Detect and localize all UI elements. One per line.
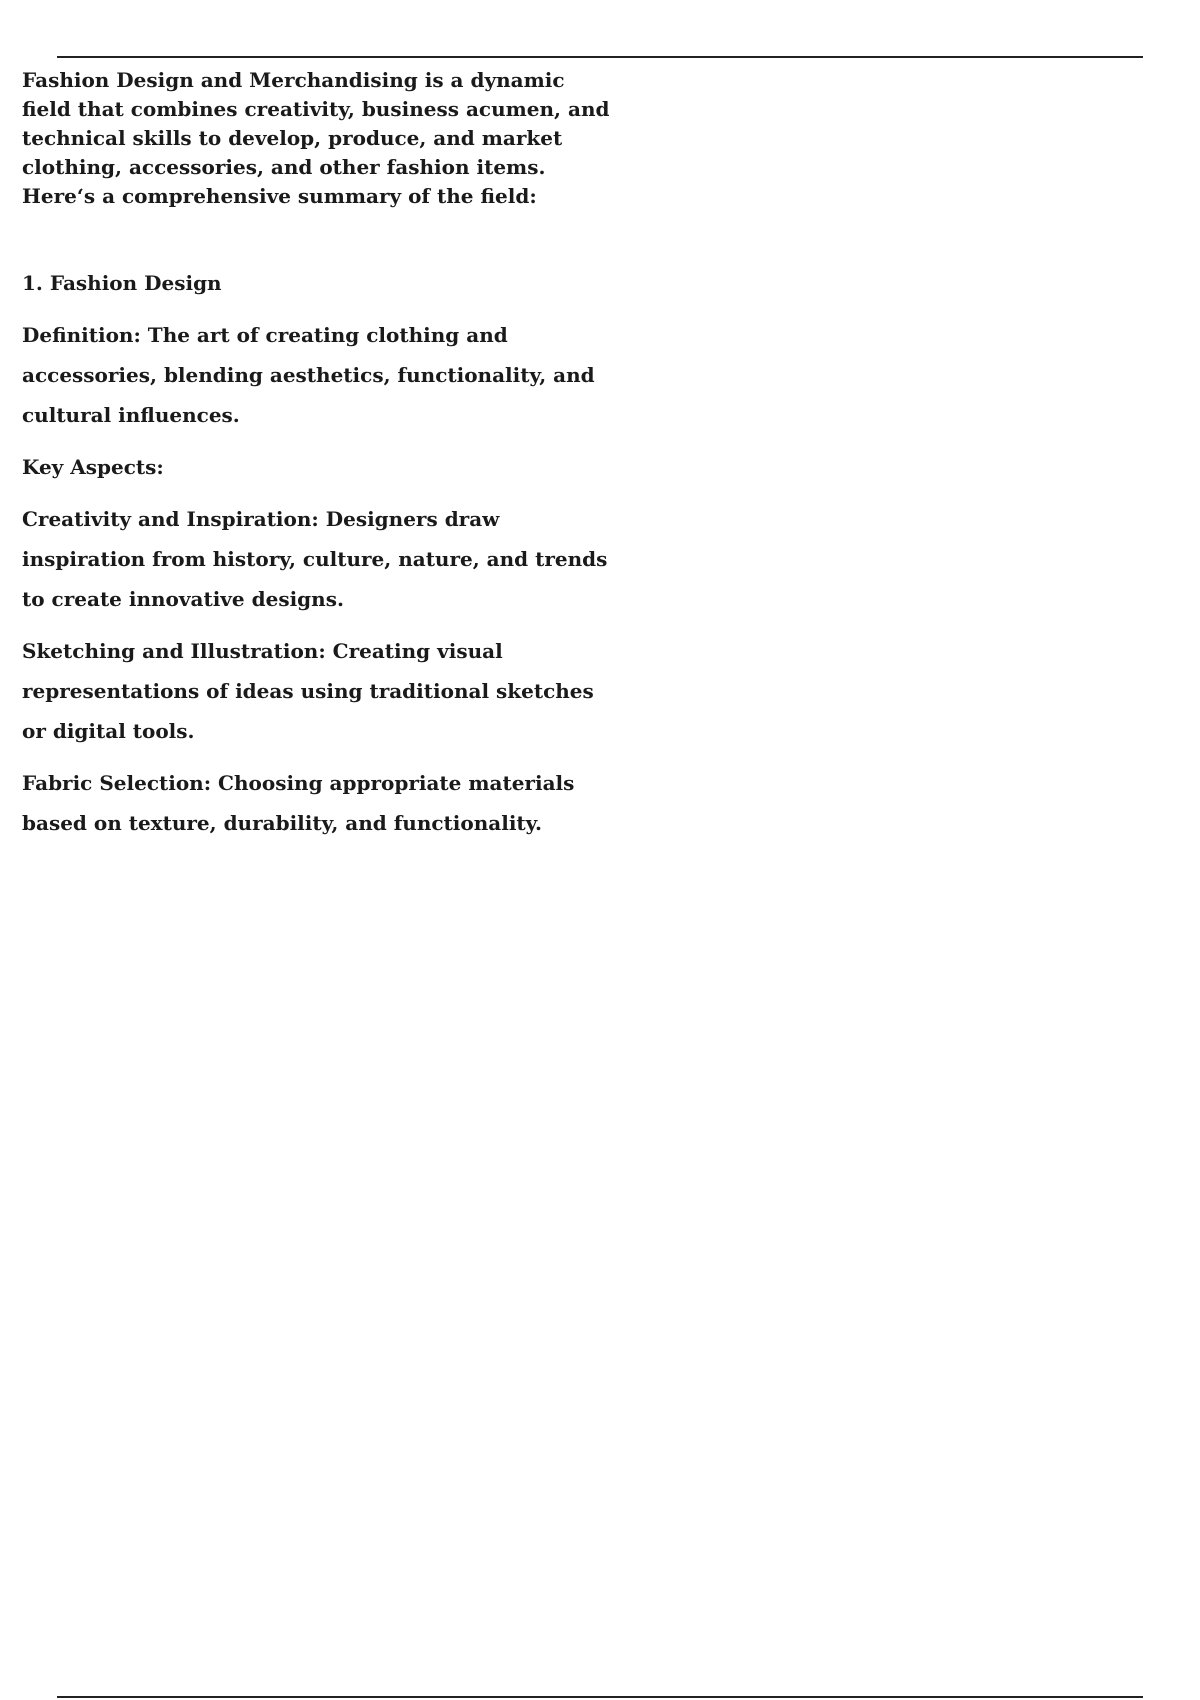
aspect-item: Sketching and Illustration: Creating visual representations of ideas using traditional sketches or digital tools. xyxy=(22,639,594,743)
aspect-item: Creativity and Inspiration: Designers draw inspiration from history, culture, nature, and trends to create innovative designs. xyxy=(22,507,608,611)
definition-paragraph: Definition: The art of creating clothing and accessories, blending aesthetics, functionality, and cultural influences. xyxy=(22,323,595,427)
section-heading: 1. Fashion Design xyxy=(22,271,222,295)
bottom-rule xyxy=(57,1696,1143,1698)
intro-paragraph: Fashion Design and Merchandising is a dynamic field that combines creativity, business acumen, and technical skills to develop, produce, and market clothing, accessories, and other fashion items. Here‘s a comprehensive summary of the field: xyxy=(22,68,610,208)
top-rule xyxy=(57,56,1143,58)
document-body xyxy=(22,66,612,843)
key-aspects-label: Key Aspects: xyxy=(22,455,164,479)
aspect-item: Fabric Selection: Choosing appropriate materials based on texture, durability, and functionality. xyxy=(22,771,575,835)
